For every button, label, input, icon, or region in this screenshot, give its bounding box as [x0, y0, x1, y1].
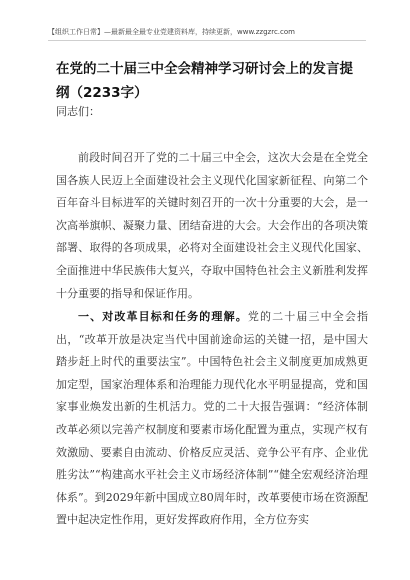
banner-divider [48, 40, 366, 41]
document-title: 在党的二十届三中全会精神学习研讨会上的发言提纲（2233字） [56, 61, 353, 101]
salutation: 同志们： [56, 105, 100, 118]
paragraph-intro: 前段时间召开了党的二十届三中全会，这次大会是在全党全国各族人民迈上全面建设社会主义现代化国家新征程、向第二个百年奋斗目标进军的关键时刻召开的一次十分重要的大会，是一次高举旗帜、凝聚力量、团结奋进的大会。大会作出的各项决策部署、取得的各项成果，必将对全面建设社会主义现代化国家、全面推进中华民族伟大复兴，夺取中国特色社会主义新胜利发挥十分重要的指导和保证作用。 [56, 151, 368, 300]
paragraph-section-1 [56, 306, 368, 532]
section-1-body: 党的二十届三中全会指出，“改革开放是决定当代中国前途命运的关键一招，是中国大踏步赶上时代的重要法宝”。中国特色社会主义制度更加成熟更加定型，国家治理体系和治理能力现代化水平明显提高，党和国家事业焕发出新的生机活力。党的二十大报告强调：“经济体制改革必须以完善产权制度和要素市场化配置为重点，实现产权有效激励、要素自由流动、价格反应灵活、竞争公平有序、企业优胜劣汰”“构建高水平社会主义市场经济体制”“健全宏观经济治理体系”。到2029年新中国成立80周年时，改革要使市场在资源配置中起决定性作用，更好发挥政府作用，全方位夯实 [56, 310, 369, 527]
section-1-heading: 一、对改革目标和任务的理解。 [78, 310, 248, 323]
site-banner: 【组织工作日常】—最新最全最专业党建资料库，持续更新，www.zzgzrc.com [48, 28, 295, 36]
